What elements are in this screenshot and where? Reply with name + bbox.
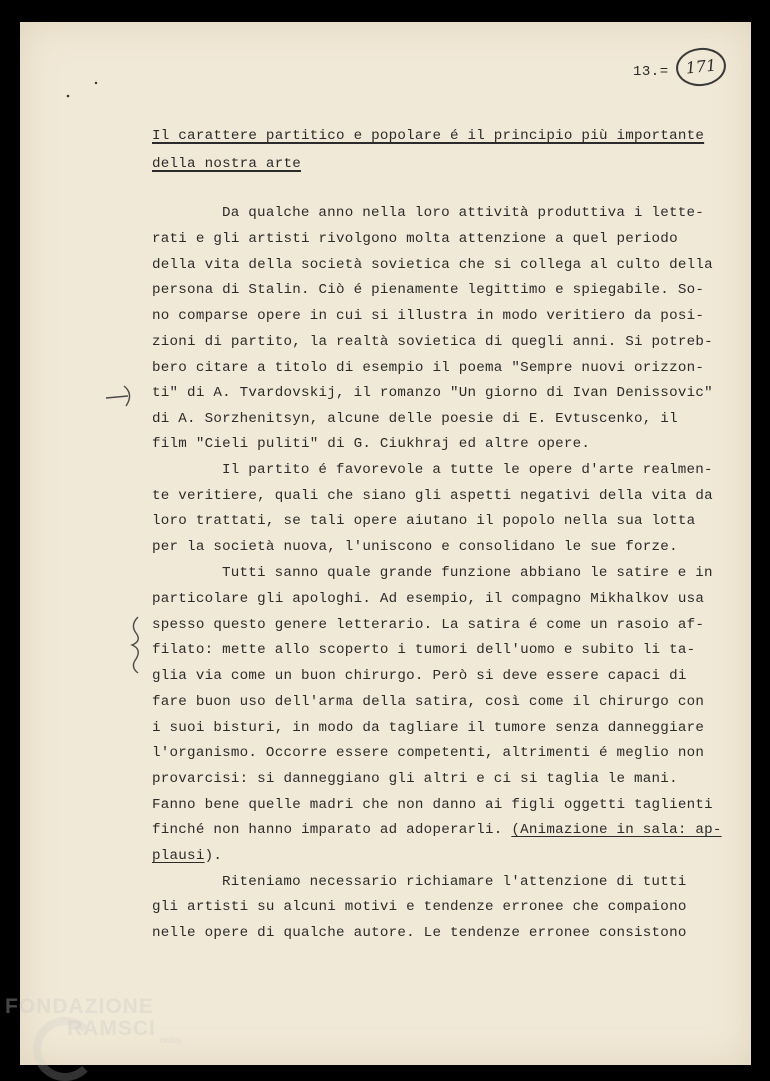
applause-punctuation: ).	[204, 848, 223, 864]
body-line: film "Cieli puliti" di G. Ciukhraj ed altre opere.	[152, 436, 591, 452]
body-line: persona di Stalin. Ciò é pienamente legittimo e spiegabile. So-	[152, 282, 705, 298]
body-line: provarcisi: si danneggiano gli altri e ci si taglia le mani.	[152, 771, 678, 787]
applause-annotation: (Animazione in sala: ap-	[511, 822, 722, 838]
page-number: 13.=	[633, 64, 669, 80]
body-line: Riteniamo necessario richiamare l'attenzione di tutti	[222, 874, 687, 890]
body-line: bero citare a titolo di esempio il poema "Sempre nuovi orizzon-	[152, 360, 705, 376]
body-line: glia via come un buon chirurgo. Però si deve essere capaci di	[152, 668, 687, 684]
watermark-logo-icon	[33, 1017, 97, 1081]
watermark-line-3: onlus	[160, 1035, 182, 1045]
body-line: gli artisti su alcuni motivi e tendenze erronee che compaiono	[152, 899, 687, 915]
body-line: di A. Sorzhenitsyn, alcune delle poesie di E. Evtuscenko, il	[152, 411, 678, 427]
body-line: filato: mette allo scoperto i tumori dell'uomo e subito li ta-	[152, 642, 696, 658]
watermark-line-2: RAMSCI	[67, 1017, 156, 1040]
body-line: l'organismo. Occorre essere competenti, altrimenti é meglio non	[152, 745, 705, 761]
body-line: Da qualche anno nella loro attività produttiva i lette-	[222, 205, 705, 221]
body-line: Il partito é favorevole a tutte le opere d'arte realmen-	[222, 462, 713, 478]
body-line: fare buon uso dell'arma della satira, così come il chirurgo con	[152, 694, 705, 710]
body-line: i suoi bisturi, in modo da tagliare il tumore senza danneggiare	[152, 720, 705, 736]
folio-number-circled: 171	[674, 45, 728, 88]
body-line: per la società nuova, l'uniscono e consolidano le sue forze.	[152, 539, 678, 555]
body-line: no comparse opere in cui si illustra in modo veritiero da posi-	[152, 308, 705, 324]
document-title-line-1: Il carattere partitico e popolare é il principio più importante	[152, 128, 705, 144]
body-line: particolare gli apologhi. Ad esempio, il compagno Mikhalkov usa	[152, 591, 705, 607]
document-title-line-2: della nostra arte	[152, 156, 301, 172]
body-line-text: finché non hanno imparato ad adoperarli.	[152, 822, 503, 838]
paper-speck	[60, 78, 110, 108]
body-line: ti" di A. Tvardovskij, il romanzo "Un giorno di Ivan Denissovic"	[152, 385, 713, 401]
body-line: te veritiere, quali che siano gli aspetti negativi della vita da	[152, 488, 713, 504]
margin-pencil-mark	[104, 380, 138, 410]
applause-annotation-end: plausi	[152, 848, 205, 864]
watermark	[5, 995, 195, 1045]
body-line: zioni di partito, la realtà sovietica di quegli anni. Si potreb-	[152, 334, 713, 350]
body-line: loro trattati, se tali opere aiutano il popolo nella sua lotta	[152, 513, 696, 529]
body-line: della vita della società sovietica che si collega al culto della	[152, 257, 713, 273]
watermark-line-1: FONDAZIONE	[5, 995, 154, 1018]
body-line	[152, 822, 722, 838]
body-line: rati e gli artisti rivolgono molta attenzione a quel periodo	[152, 231, 678, 247]
body-line: Fanno bene quelle madri che non danno ai figli oggetti taglienti	[152, 797, 713, 813]
body-line: spesso questo genere letterario. La satira é come un rasoio af-	[152, 617, 705, 633]
body-line	[152, 848, 222, 864]
margin-brace-mark	[126, 615, 146, 675]
body-line: Tutti sanno quale grande funzione abbiano le satire e in	[222, 565, 713, 581]
body-line: nelle opere di qualche autore. Le tendenze erronee consistono	[152, 925, 687, 941]
